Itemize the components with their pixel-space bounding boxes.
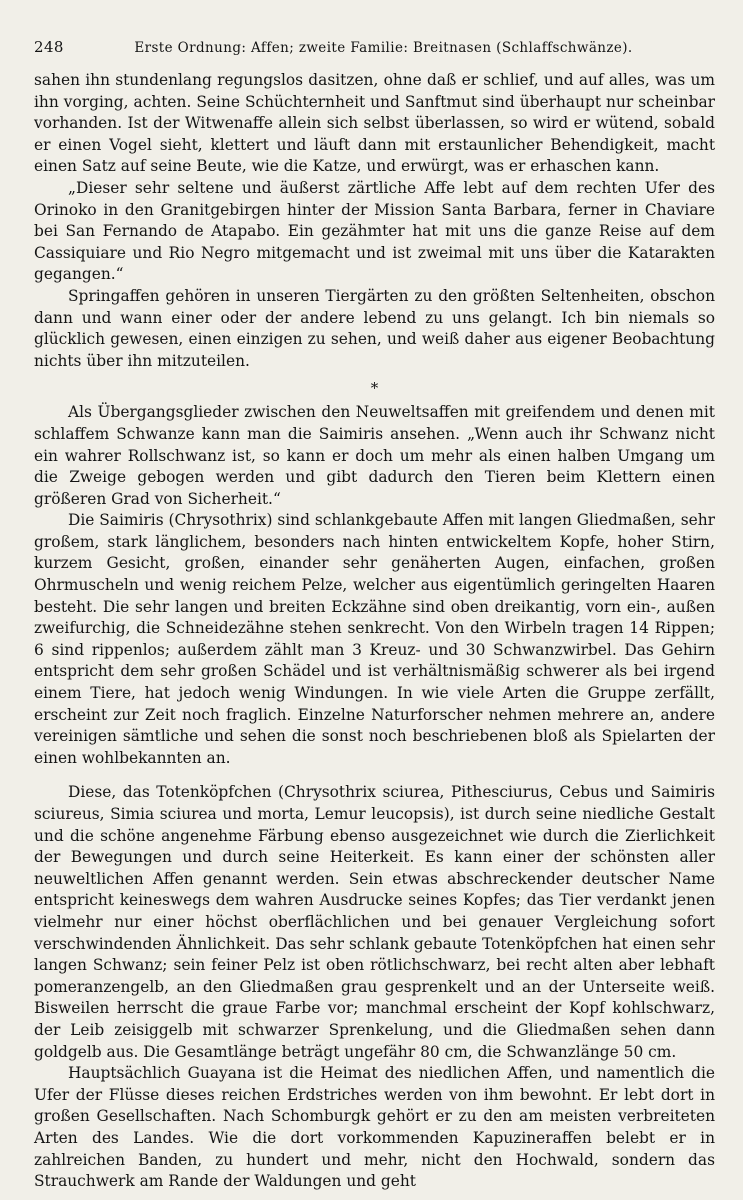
paragraph-gap (34, 769, 715, 782)
paragraph-2: „Dieser sehr seltene und äußerst zärtliche Affe lebt auf dem rechten Ufer des Orinoko in den Granitgebirgen hinter der Mission Santa Barbara, ferner in Chaviare bei San Fernando de Atapabo. Ein gezähmter hat mit uns die ganze Reise auf dem Cassiquiare und Rio Negro mitgemacht und ist zweimal mit uns über die Katarakten gegangen.“ (34, 178, 715, 284)
paragraph-3: Springaffen gehören in unseren Tiergärten zu den größten Seltenheiten, obschon dann und wann einer oder der andere lebend zu uns gelangt. Ich bin niemals so glücklich gewesen, einen einzigen zu sehen, und weiß daher aus eigener Beobachtung nichts über ihn mitzuteilen. (34, 286, 715, 370)
paragraph-5: Die Saimiris (Chrysothrix) sind schlankgebaute Affen mit langen Gliedmaßen, sehr großem, stark länglichem, besonders nach hinten entwickeltem Kopfe, hoher Stirn, kurzem Gesicht, großen, einander sehr genäherten Augen, einfachen, großen Ohrmuscheln und wenig reichem Pelze, welcher aus eigentümlich geringelten Haaren besteht. Die sehr langen und breiten Eckzähne sind oben dreikantig, vorn ein-, außen zweifurchig, die Schneidezähne stehen senkrecht. Von den Wirbeln tragen 14 Rippen; 6 sind rippenlos; außerdem zählt man 3 Kreuz- und 30 Schwanzwirbel. Das Gehirn entspricht dem sehr großen Schädel und ist verhältnismäßig schwerer als bei irgend einem Tiere, hat jedoch wenig Windungen. In wie viele Arten die Gruppe zerfällt, erscheint zur Zeit noch fraglich. Einzelne Naturforscher nehmen mehrere an, andere vereinigen sämtliche und sehen die sonst noch beschriebenen bloß als Spielarten der einen wohlbekannten an. (34, 511, 715, 767)
paragraph-7: Hauptsächlich Guayana ist die Heimat des niedlichen Affen, und namentlich die Ufer der Flüsse dieses reichen Erdstriches werden von ihm bewohnt. Er lebt dort in großen Gesellschaften. Nach Schomburgk gehört er zu den am meisten verbreiteten Arten des Landes. Wie die dort vorkommenden Kapuzineraffen belebt er in zahlreichen Banden, zu hundert und mehr, nicht den Hochwald, sondern das Strauchwerk am Rande der Waldungen und geht (34, 1064, 715, 1191)
section-separator: * (370, 379, 379, 398)
page-number: 248 (34, 38, 64, 56)
paragraph-1: sahen ihn stundenlang regungslos dasitzen, ohne daß er schlief, und auf alles, was um ihn vorging, achten. Seine Schüchternheit und Sanftmut sind überhaupt nur scheinbar vorhanden. Ist der Witwenaffe allein sich selbst überlassen, so wird er wütend, sobald er einen Vogel sieht, klettert und läuft dann mit erstaunlicher Behendigkeit, macht einen Satz auf seine Beute, wie die Katze, und erwürgt, was er erhaschen kann. (34, 71, 715, 176)
running-title: Erste Ordnung: Affen; zweite Familie: Breitnasen (Schlaffschwänze). (134, 40, 633, 56)
paragraph-4: Als Übergangsglieder zwischen den Neuweltsaffen mit greifendem und denen mit schlaffem Schwanze kann man die Saimiris ansehen. „Wenn auch ihr Schwanz nicht ein wahrer Rollschwanz ist, so kann er doch um mehr als einen halben Umgang um die Zweige gebogen werden und gibt dadurch den Tieren beim Klettern einen größeren Grad von Sicherheit.“ (34, 403, 715, 508)
paragraph-6: Diese, das Totenköpfchen (Chrysothrix sciurea, Pithesciurus, Cebus und Saimiris sciureus, Simia sciurea und morta, Lemur leucopsis), ist durch seine niedliche Gestalt und die schöne angenehme Färbung ebenso ausgezeichnet wie durch die Zierlichkeit der Bewegungen und durch seine Heiterkeit. Es kann einer der schönsten aller neuweltlichen Affen genannt werden. Sein etwas abschreckender deutscher Name entspricht keineswegs dem wahren Ausdrucke seines Kopfes; das Tier verdankt jenen vielmehr nur einer höchst oberflächlichen und bei genauer Vergleichung sofort verschwindenden Ähnlichkeit. Das sehr schlank gebaute Totenköpfchen hat einen sehr langen Schwanz; sein feiner Pelz ist oben rötlichschwarz, bei recht alten aber lebhaft pomeranzengelb, an den Gliedmaßen grau gesprenkelt und an der Unterseite weiß. Bisweilen herrscht die graue Farbe vor; manchmal erscheint der Kopf kohlschwarz, der Leib zeisiggelb mit schwarzer Sprenkelung, und die Gliedmaßen sehen dann goldgelb aus. Die Gesamtlänge beträgt ungefähr 80 cm, die Schwanzlänge 50 cm. (34, 783, 715, 1061)
page-header (34, 38, 715, 56)
